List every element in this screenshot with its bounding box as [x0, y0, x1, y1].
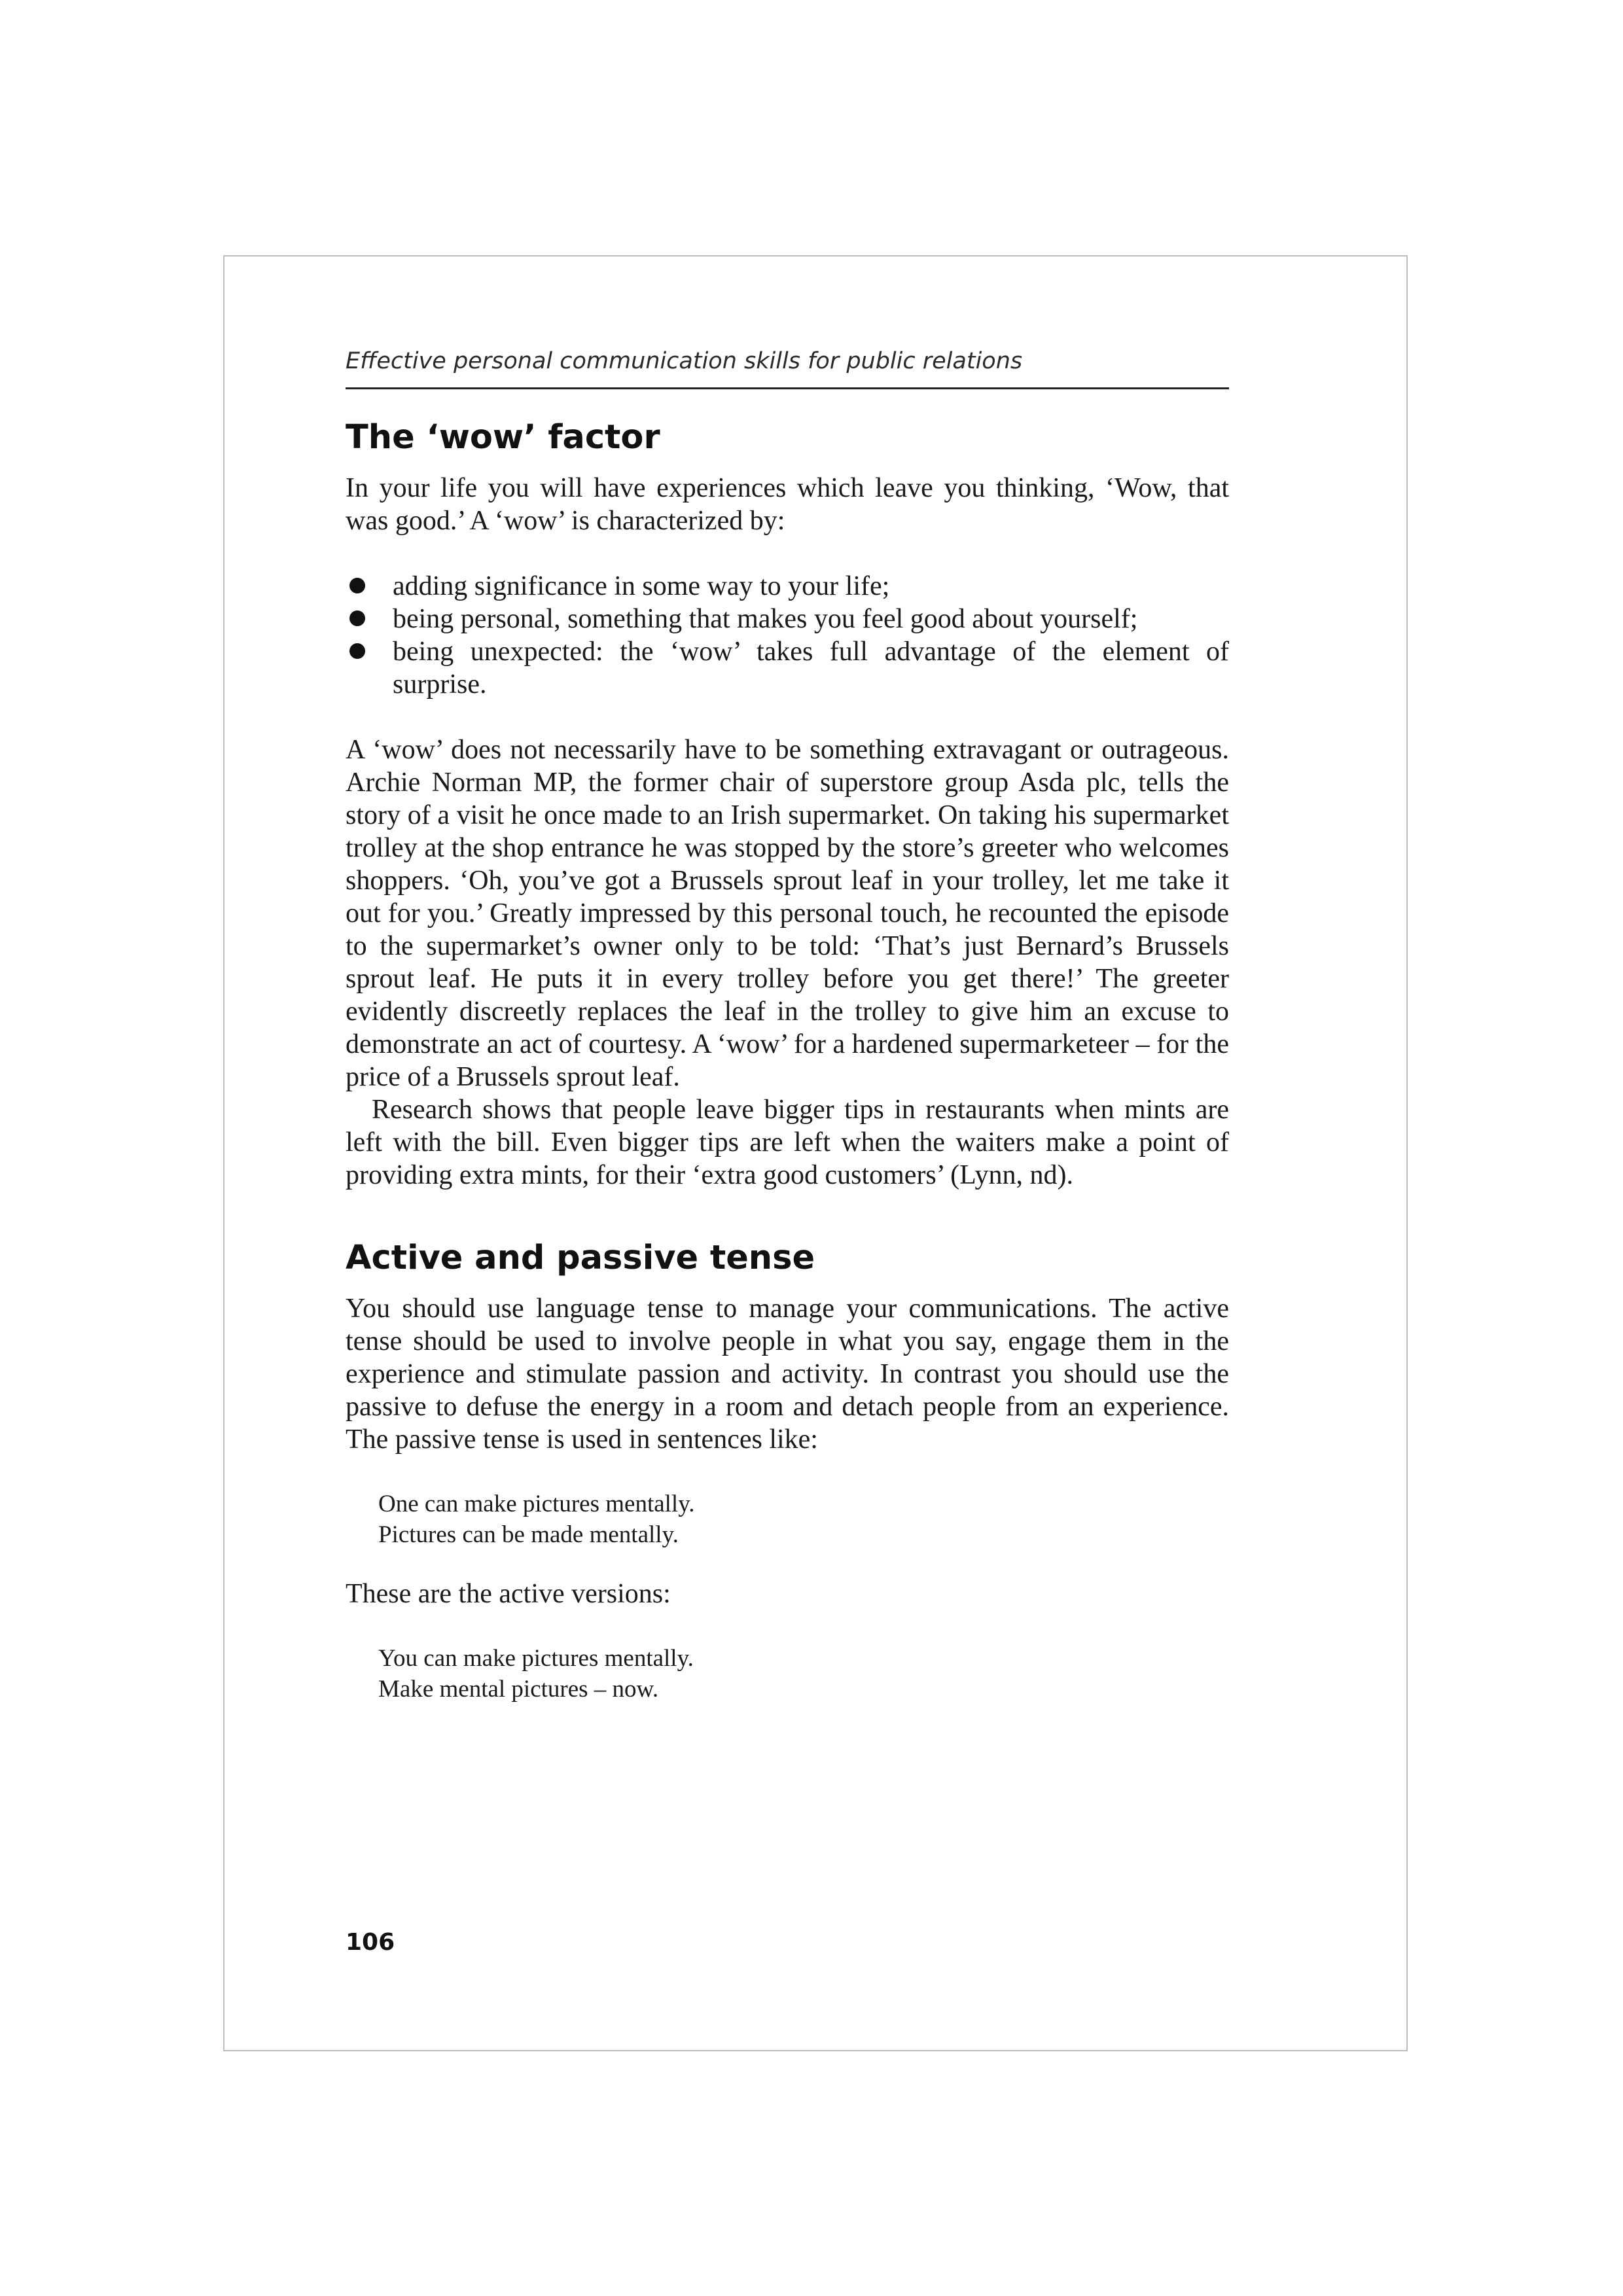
bullet-item — [346, 635, 1229, 701]
bullet-item — [346, 603, 1229, 635]
wow-intro-paragraph: In your life you will have experiences which leave you thinking, ‘Wow, that was good.’ A ‘wow’ is characterized by: — [346, 473, 1229, 536]
bullet-icon — [349, 578, 365, 593]
active-examples — [378, 1643, 1229, 1704]
bullet-text: adding significance in some way to your life; — [393, 571, 890, 601]
example-sentence: Pictures can be made mentally. — [378, 1521, 679, 1548]
wow-research-paragraph: Research shows that people leave bigger tips in restaurants when mints are left with the bill. Even bigger tips are left when the waiters make a point of providing extra mints, for their ‘extra good customers’ (Lynn, nd). — [346, 1095, 1229, 1190]
example-sentence: Make mental pictures – now. — [378, 1676, 659, 1703]
bullet-text: being personal, something that makes you feel good about yourself; — [393, 604, 1138, 634]
wow-story-paragraph: A ‘wow’ does not necessarily have to be something extravagant or outrageous. Archie Norman MP, the former chair of superstore group Asda plc, tells the story of a visit he once made to an Irish supermarket. On taking his supermarket trolley at the shop entrance he was stopped by the store’s greeter who welcomes shoppers. ‘Oh, you’ve got a Brussels sprout leaf in your trolley, let me take it out for you.’ Greatly impressed by this personal touch, he recounted the episode to the supermarket’s owner only to be told: ‘That’s just Bernard’s Brussels sprout leaf. He puts it in every trolley before you get there!’ The greeter evidently discreetly replaces the leaf in the trolley to give him an excuse to demonstrate an act of courtesy. A ‘wow’ for a hardened supermarketeer – for the price of a Brussels sprout leaf. — [346, 735, 1229, 1092]
bullet-text: being unexpected: the ‘wow’ takes full advantage of the element of surprise. — [393, 637, 1229, 699]
tense-intro-paragraph: You should use language tense to manage your communications. The active tense should be used to involve people in what you say, engage them in the experience and stimulate passion and activity. In contrast you should use the passive to defuse the energy in a room and detach people from an experience. The passive tense is used in sentences like: — [346, 1294, 1229, 1455]
bullet-icon — [349, 610, 365, 626]
passive-examples — [378, 1489, 1229, 1550]
page-content — [346, 347, 1229, 1732]
running-header: Effective personal communication skills for public relations — [346, 347, 1229, 389]
example-sentence: One can make pictures mentally. — [378, 1491, 695, 1517]
example-sentence: You can make pictures mentally. — [378, 1645, 694, 1672]
page-number: 106 — [346, 1929, 395, 1956]
section-heading-wow-factor: The ‘wow’ factor — [346, 418, 660, 457]
bullet-icon — [349, 643, 365, 659]
wow-bullet-list — [346, 570, 1229, 701]
active-versions-line: These are the active versions: — [346, 1579, 671, 1609]
bullet-item — [346, 570, 1229, 603]
section-heading-active-passive: Active and passive tense — [346, 1239, 815, 1277]
